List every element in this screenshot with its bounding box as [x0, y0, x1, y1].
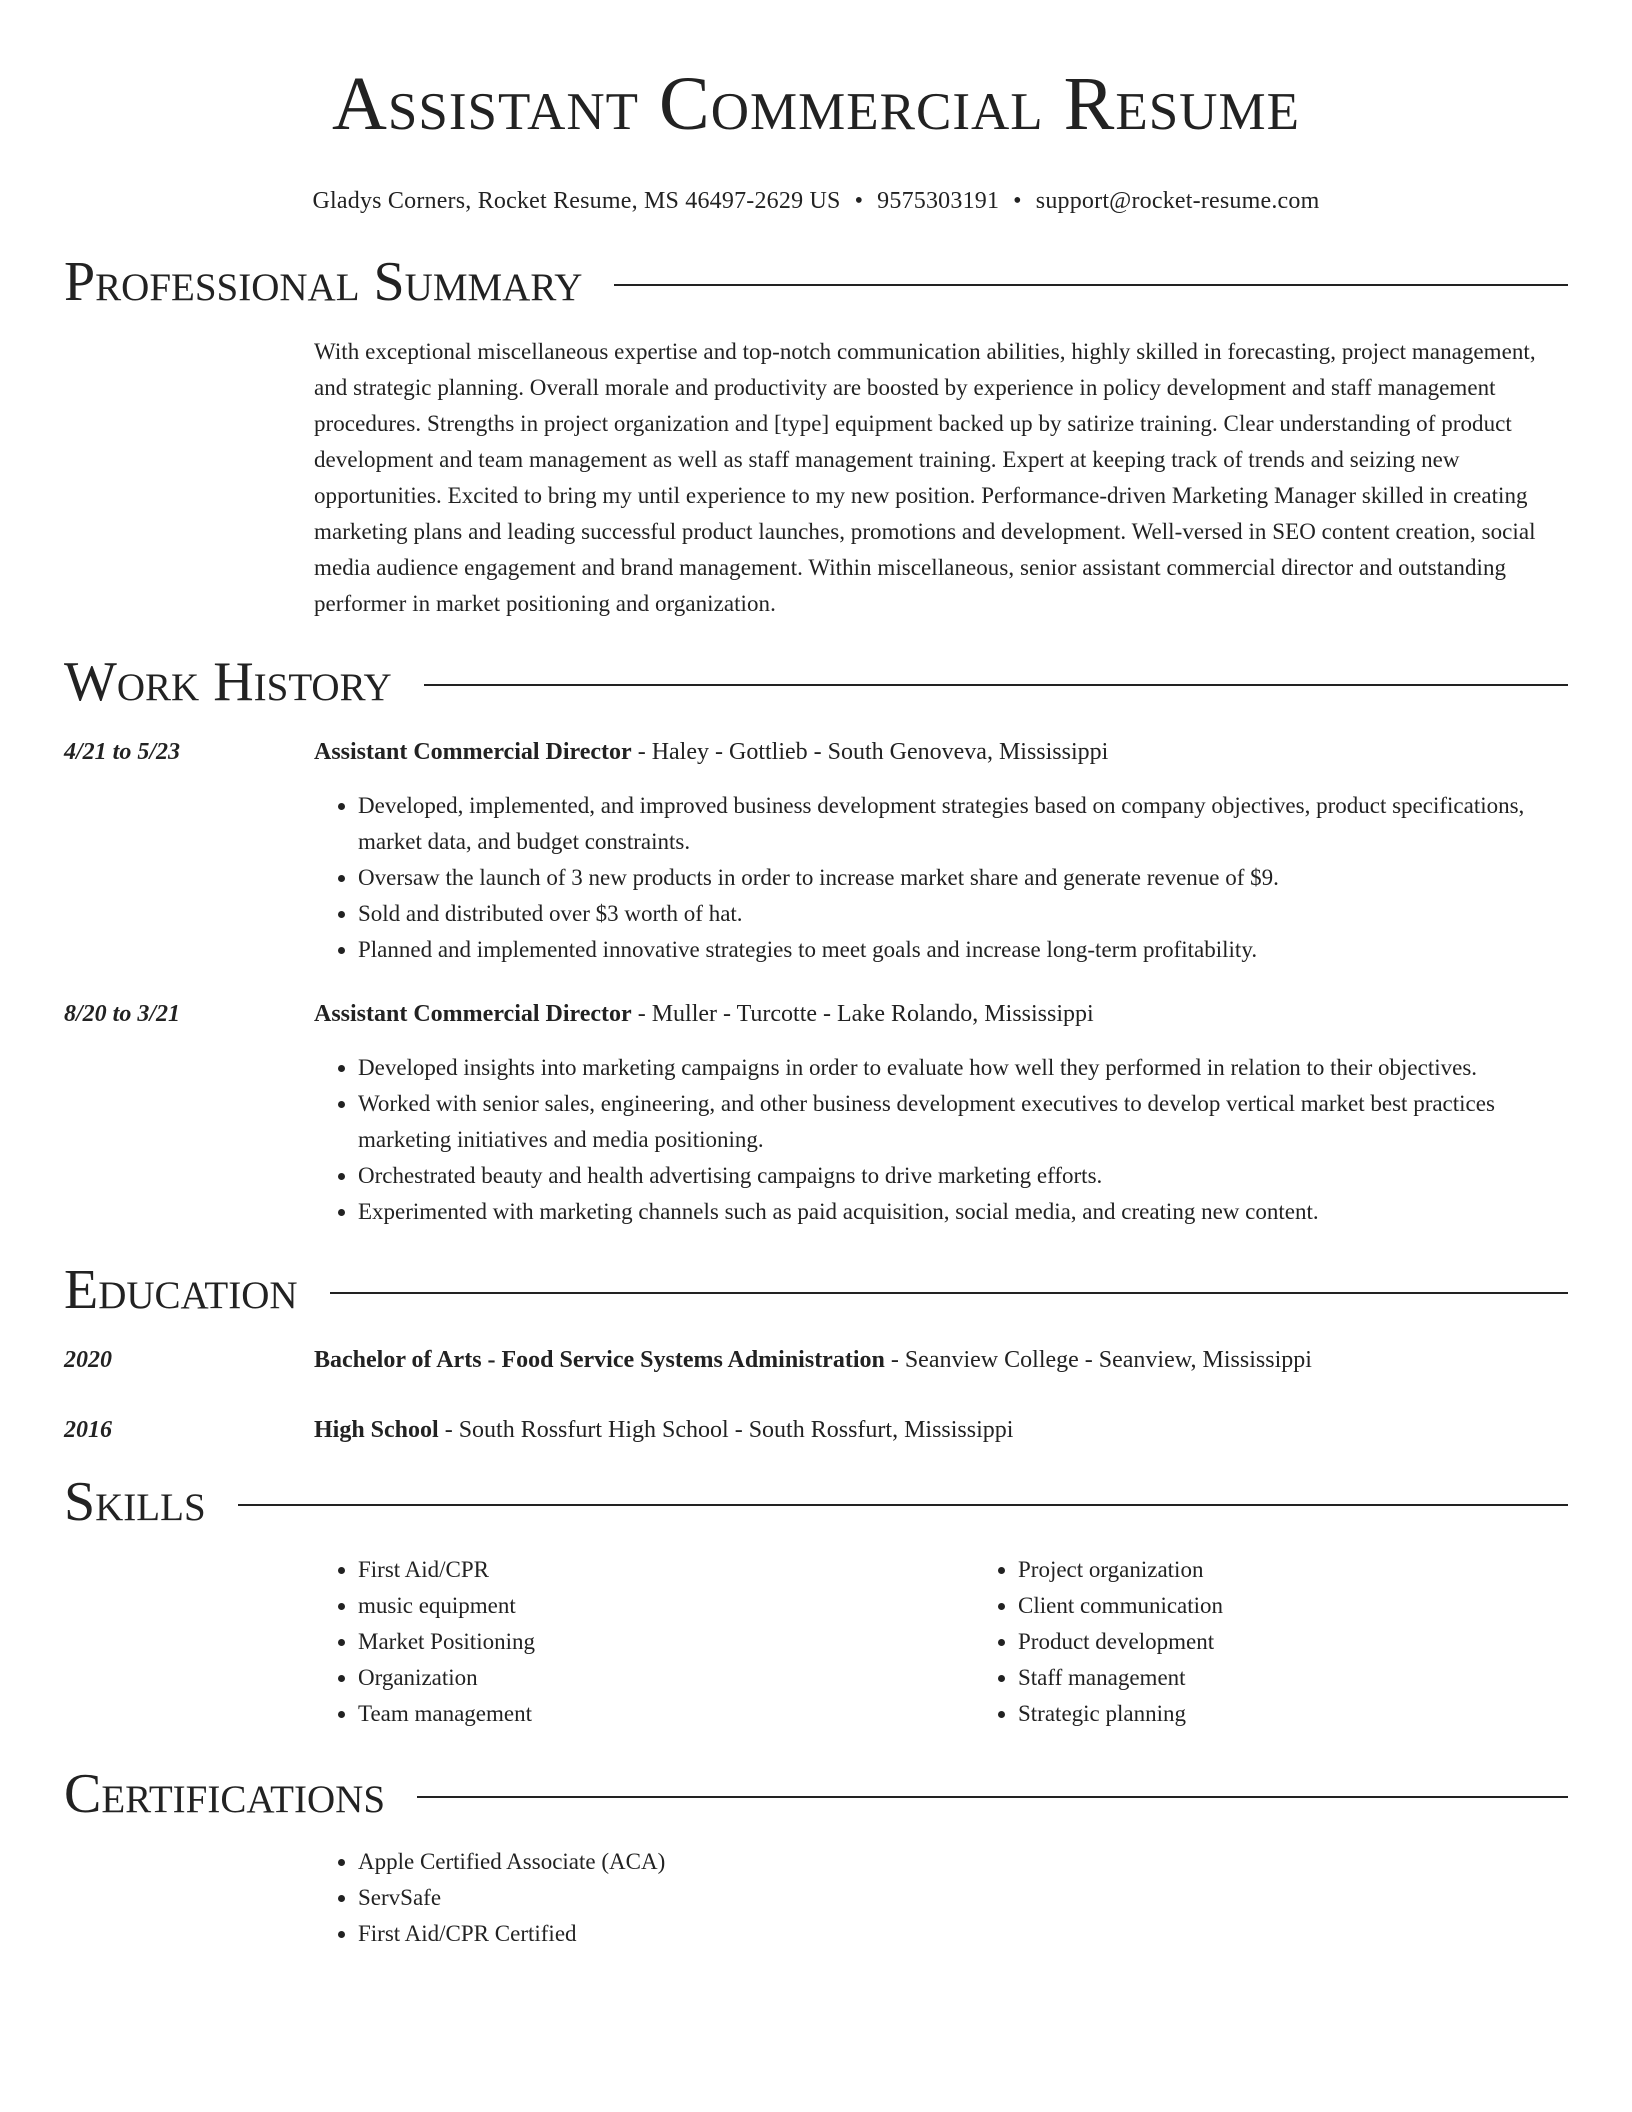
contact-separator: •	[1013, 188, 1022, 214]
skills-title: Skills	[64, 1471, 206, 1533]
list-item: • Oversaw the launch of 3 new products in order to increase market share and generate revenue of $9.	[358, 860, 1568, 896]
job-bullets	[314, 1050, 1568, 1230]
certifications-row	[64, 1844, 1568, 1952]
education-details: - South Rossfurt High School - South Rossfurt, Mississippi	[438, 1417, 1014, 1443]
work-section	[64, 650, 1568, 1230]
list-item: • Worked with senior sales, engineering, and other business development executives to develop vertical market best practices marketing initiatives and media positioning.	[358, 1086, 1568, 1158]
summary-spacer	[64, 334, 314, 622]
education-degree: Bachelor of Arts - Food Service Systems Administration	[314, 1347, 885, 1373]
job-dates: 8/20 to 3/21	[64, 1001, 181, 1027]
education-year: 2016	[64, 1417, 112, 1443]
job-entry	[64, 996, 1568, 1230]
education-entry	[64, 1342, 1568, 1378]
section-divider	[424, 684, 1568, 686]
list-item: • music equipment	[358, 1588, 974, 1624]
list-item: • Experimented with marketing channels such as paid acquisition, social media, and creating new content.	[358, 1194, 1568, 1230]
contact-address: Gladys Corners, Rocket Resume, MS 46497-2629 US	[312, 188, 841, 214]
skills-spacer	[64, 1552, 314, 1732]
education-degree: High School	[314, 1417, 439, 1443]
certifications-spacer	[64, 1844, 314, 1952]
education-line	[314, 1412, 1568, 1448]
contact-line	[64, 186, 1568, 216]
skills-header	[64, 1470, 1568, 1534]
list-item: • Organization	[358, 1660, 974, 1696]
summary-header	[64, 250, 1568, 314]
job-entry	[64, 734, 1568, 968]
education-year: 2020	[64, 1347, 112, 1373]
summary-title: Professional Summary	[64, 251, 583, 313]
skills-grid	[314, 1552, 1632, 1732]
skills-list-left	[314, 1552, 974, 1732]
list-item: • Team management	[358, 1696, 974, 1732]
skills-section	[64, 1470, 1568, 1732]
list-item: • ServSafe	[358, 1880, 1568, 1916]
education-line	[314, 1342, 1568, 1378]
job-dates: 4/21 to 5/23	[64, 739, 181, 765]
certifications-section	[64, 1762, 1568, 1952]
job-details: - Haley - Gottlieb - South Genoveva, Mississippi	[631, 739, 1109, 765]
education-section	[64, 1258, 1568, 1448]
education-header	[64, 1258, 1568, 1322]
list-item: • First Aid/CPR	[358, 1552, 974, 1588]
summary-section	[64, 250, 1568, 622]
list-item: • Apple Certified Associate (ACA)	[358, 1844, 1568, 1880]
job-body	[314, 734, 1568, 968]
resume-title: Assistant Commercial Resume	[332, 62, 1300, 146]
education-body	[314, 1412, 1568, 1448]
section-divider	[330, 1292, 1568, 1294]
list-item: • First Aid/CPR Certified	[358, 1916, 1568, 1952]
list-item: • Project organization	[1018, 1552, 1632, 1588]
skills-list-right	[974, 1552, 1632, 1732]
section-divider	[238, 1504, 1568, 1506]
job-position: Assistant Commercial Director	[314, 739, 632, 765]
list-item: • Planned and implemented innovative strategies to meet goals and increase long-term profitability.	[358, 932, 1568, 968]
job-body	[314, 996, 1568, 1230]
list-item: • Staff management	[1018, 1660, 1632, 1696]
summary-body	[314, 334, 1568, 622]
work-title: Work History	[64, 651, 392, 713]
job-line	[314, 996, 1568, 1032]
contact-separator: •	[854, 188, 864, 214]
list-item: • Client communication	[1018, 1588, 1632, 1624]
education-title: Education	[64, 1259, 298, 1321]
list-item: • Market Positioning	[358, 1624, 974, 1660]
certifications-list	[314, 1844, 1568, 1952]
list-item: • Developed, implemented, and improved business development strategies based on company objectives, product specifications, market data, and budget constraints.	[358, 788, 1568, 860]
summary-text: With exceptional miscellaneous expertise and top-notch communication abilities, highly skilled in forecasting, project management, and strategic planning. Overall morale and productivity are boosted by experience in policy development and staff management procedures. Strengths in project organization and [type] equipment backed up by satirize training. Clear understanding of product development and team management as well as staff management training. Expert at keeping track of trends and seizing new opportunities. Excited to bring my until experience to my new position. Performance-driven Marketing Manager skilled in creating marketing plans and leading successful product launches, promotions and development. Well-versed in SEO content creation, social media audience engagement and brand management. Within miscellaneous, senior assistant commercial director and outstanding performer in market positioning and organization.	[314, 339, 1536, 616]
certifications-title: Certifications	[64, 1763, 386, 1825]
summary-row	[64, 334, 1568, 622]
certifications-header	[64, 1762, 1568, 1826]
list-item: • Sold and distributed over $3 worth of hat.	[358, 896, 1568, 932]
certifications-body	[314, 1844, 1568, 1952]
contact-phone: 9575303191	[877, 188, 1000, 214]
job-line	[314, 734, 1568, 770]
education-details: - Seanview College - Seanview, Mississippi	[884, 1347, 1312, 1373]
contact-email: support@rocket-resume.com	[1035, 188, 1320, 214]
section-divider	[614, 284, 1568, 286]
job-position: Assistant Commercial Director	[314, 1001, 632, 1027]
list-item: • Strategic planning	[1018, 1696, 1632, 1732]
list-item: • Developed insights into marketing campaigns in order to evaluate how well they performed in relation to their objectives.	[358, 1050, 1568, 1086]
job-bullets	[314, 788, 1568, 968]
list-item: • Orchestrated beauty and health advertising campaigns to drive marketing efforts.	[358, 1158, 1568, 1194]
job-details: - Muller - Turcotte - Lake Rolando, Mississippi	[631, 1001, 1094, 1027]
list-item: • Product development	[1018, 1624, 1632, 1660]
section-divider	[417, 1796, 1568, 1798]
work-header	[64, 650, 1568, 714]
education-body	[314, 1342, 1568, 1378]
skills-row	[64, 1552, 1568, 1732]
education-entry	[64, 1412, 1568, 1448]
